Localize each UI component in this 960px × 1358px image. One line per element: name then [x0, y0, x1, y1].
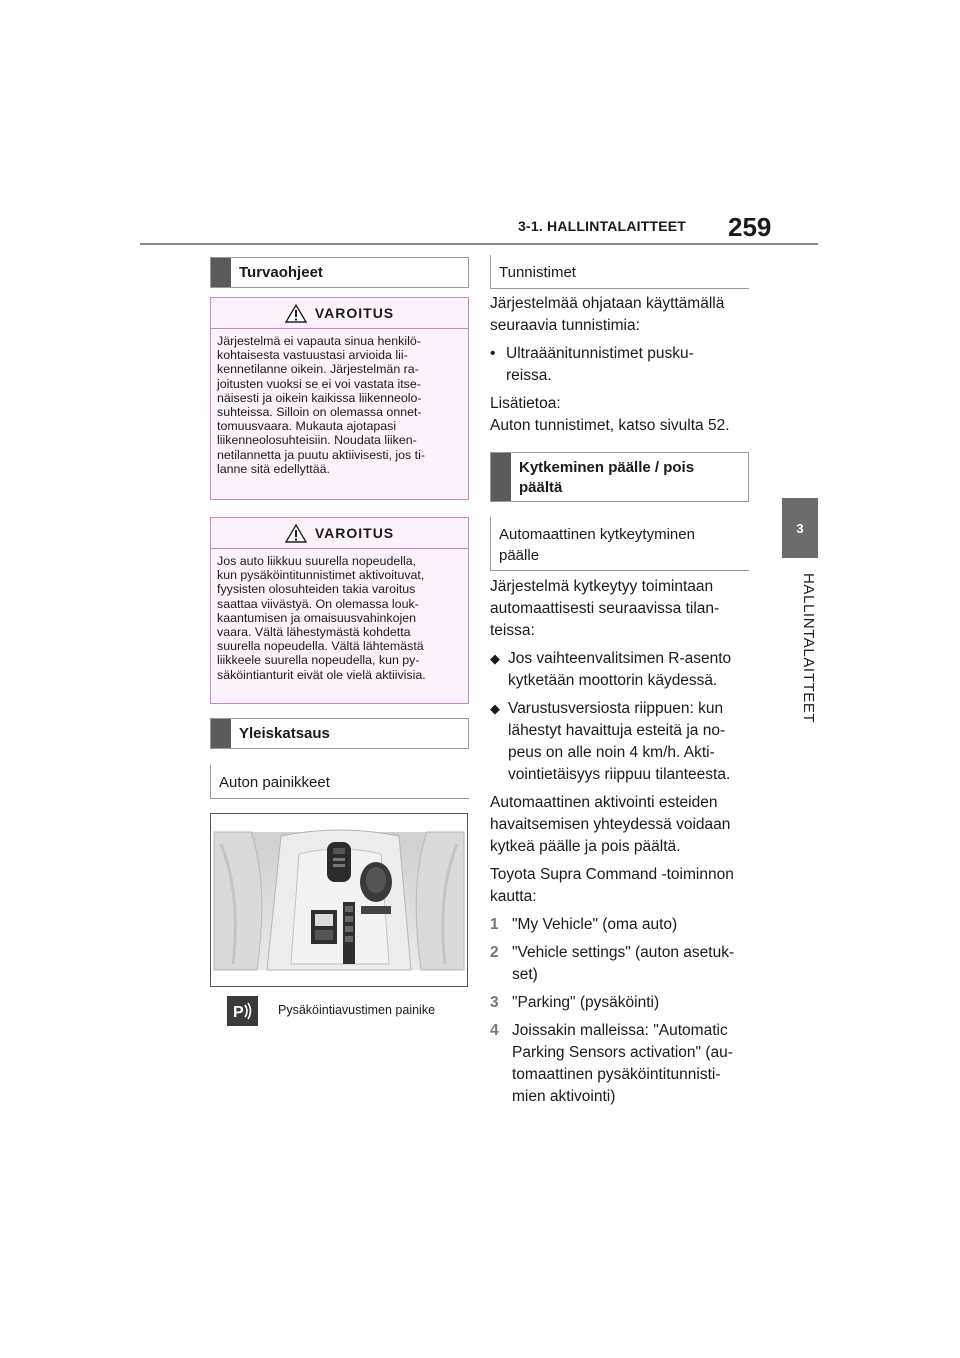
console-drawing: [211, 814, 467, 986]
text-line: päältä: [519, 479, 563, 496]
list-item-text: [508, 648, 731, 692]
warning-line: näisesti ja oikein kaikissa liikenneolo-: [217, 390, 422, 405]
step-text: [512, 992, 659, 1014]
step-number: 2: [490, 944, 499, 961]
text-line: set): [512, 966, 538, 983]
bullet-diamond-icon: ◆: [490, 651, 500, 666]
text-line: Varustusversiosta riippuen: kun: [508, 700, 724, 717]
text-line: Lisätietoa:: [490, 395, 561, 412]
warning-line: fyysisten olosuhteiden takia varoitus: [217, 582, 416, 597]
text-line: Kytkeminen päälle / pois: [519, 459, 695, 476]
step-item: [490, 992, 762, 1014]
text-line: automaattisesti seuraavissa tilan-: [490, 600, 720, 617]
text-line: "My Vehicle" (oma auto): [512, 916, 678, 933]
warning-line: lanne sitä edellyttää.: [217, 461, 330, 476]
warning-line: tomuusvaara. Mukauta ajotapasi: [217, 419, 397, 434]
text-line: kautta:: [490, 888, 537, 905]
warning-box-2: [210, 517, 469, 704]
warning-line: suhteissa. Silloin on olemassa onnet-: [217, 405, 422, 420]
paragraph: [490, 576, 762, 642]
warning-triangle-icon: [285, 524, 307, 543]
step-item: [490, 942, 762, 986]
text-line: teissa:: [490, 622, 535, 639]
bullet-marker: •: [490, 345, 496, 362]
heading-bar: [211, 719, 231, 748]
text-line: Jos vaihteenvalitsimen R-asento: [508, 650, 732, 667]
step-text: [512, 914, 677, 936]
warning-line: liikkeele suurella nopeudella, kun py-: [217, 653, 420, 668]
warning-line: Jos auto liikkuu suurella nopeudella,: [217, 554, 417, 568]
bullet-diamond-icon: ◆: [490, 701, 500, 716]
text-line: "Vehicle settings" (auton asetuk-: [512, 944, 735, 961]
chapter-tab: 3: [782, 498, 818, 558]
warning-line: joitusten vuoksi se ei voi vastata itse-: [217, 376, 421, 391]
safety-heading-text: Turvaohjeet: [239, 264, 323, 281]
list-item-text: [508, 698, 730, 786]
buttons-subheading: Auton painikkeet: [210, 765, 469, 799]
warning-line: vaara. Vältä lähestymästä kohdetta: [217, 625, 411, 640]
warning-title-text-1: VAROITUS: [314, 305, 395, 321]
warning-line: saattaa viivästyä. On olemassa louk-: [217, 596, 419, 611]
text-line: havaitsemisen yhteydessä voidaan: [490, 816, 731, 833]
onoff-heading: [490, 452, 749, 502]
text-line: Järjestelmää ohjataan käyttämällä: [490, 295, 725, 312]
overview-heading: [210, 718, 469, 749]
text-line: Joissakin malleissa: "Automatic: [512, 1022, 728, 1039]
text-line: Ultraäänitunnistimet pusku-: [506, 345, 694, 362]
step-number: 1: [490, 916, 499, 933]
auto-subheading: [490, 517, 749, 571]
warning-box-1: [210, 297, 469, 500]
step-number: 4: [490, 1022, 499, 1039]
warning-line: kaantumisen ja omaisuusvahinkojen: [217, 610, 417, 625]
text-line: Parking Sensors activation" (au-: [512, 1044, 733, 1061]
parking-button-caption: Pysäköintiavustimen painike: [278, 1003, 436, 1017]
warning-line: Järjestelmä ei vapauta sinua henkilö-: [217, 334, 421, 348]
warning-line: kohtaisesta vastuustasi arvioida lii-: [217, 348, 408, 363]
warning-line: säköintianturit eivät ole vielä aktiivisia.: [217, 667, 426, 682]
text-line: Automaattinen kytkeytyminen: [499, 526, 695, 543]
header-rule: [140, 243, 818, 245]
text-line: kytkeä päälle ja pois päältä.: [490, 838, 681, 855]
list-item: [490, 698, 762, 786]
console-illustration: [210, 813, 468, 987]
warning-line: netilannetta ja puutu aktiivisesti, jos ti-: [217, 447, 425, 462]
warning-triangle-icon: [285, 304, 307, 323]
text-line: "Parking" (pysäköinti): [512, 994, 660, 1011]
text-line: reissa.: [506, 367, 552, 384]
section-title: 3-1. HALLINTALAITTEET: [518, 218, 687, 234]
text-line: seuraavia tunnistimia:: [490, 317, 640, 334]
sensors-text: [490, 293, 760, 443]
text-line: Järjestelmä kytkeytyy toimintaan: [490, 578, 714, 595]
paragraph: [490, 293, 760, 337]
warning-title-1: [211, 298, 468, 329]
step-item: [490, 914, 762, 936]
warning-body-2: [211, 549, 468, 687]
chapter-tab-label: HALLINTALAITTEET: [800, 572, 817, 724]
warning-title-text-2: VAROITUS: [314, 525, 395, 541]
list-item-text: [506, 343, 694, 387]
paragraph: [490, 864, 762, 908]
text-line: tomaattinen pysäköintitunnisti-: [512, 1066, 721, 1083]
text-line: Automaattinen aktivointi esteiden: [490, 794, 718, 811]
overview-heading-text: Yleiskatsaus: [239, 725, 330, 742]
text-line: peus on alle noin 4 km/h. Akti-: [508, 744, 715, 761]
paragraph: [490, 792, 762, 858]
step-text: [512, 942, 734, 986]
warning-line: liikenneolosuhteisiin. Noudata liiken-: [217, 433, 417, 448]
text-line: päälle: [499, 547, 540, 564]
paragraph: [490, 393, 760, 437]
step-number: 3: [490, 994, 499, 1011]
step-item: [490, 1020, 762, 1108]
sensors-subheading: Tunnistimet: [490, 255, 749, 289]
warning-title-2: [211, 518, 468, 549]
onoff-heading-text: [511, 453, 702, 501]
parking-sensor-glyph: [231, 1000, 255, 1022]
text-line: mien aktivointi): [512, 1088, 616, 1105]
auto-text: [490, 576, 762, 1114]
svg-text:P: P: [232, 1004, 244, 1021]
parking-sensor-icon: [227, 996, 258, 1026]
text-line: lähestyt havaittuja esteitä ja no-: [508, 722, 726, 739]
page-number: 259: [728, 212, 772, 242]
step-text: [512, 1020, 733, 1108]
warning-body-1: [211, 329, 468, 481]
safety-heading: [210, 257, 469, 288]
heading-bar: [211, 258, 231, 287]
list-item: [490, 343, 760, 387]
text-line: Auton tunnistimet, katso sivulta 52.: [490, 417, 730, 434]
heading-bar: [491, 453, 511, 501]
text-line: Toyota Supra Command -toiminnon: [490, 866, 734, 883]
warning-line: kennetilanne oikein. Järjestelmän ra-: [217, 362, 419, 377]
list-item: [490, 648, 762, 692]
warning-line: suurella nopeudella. Vältä lähtemästä: [217, 639, 424, 654]
text-line: vointietäisyys riippuu tilanteesta.: [508, 766, 731, 783]
text-line: kytketään moottorin käydessä.: [508, 672, 718, 689]
warning-line: kun pysäköintitunnistimet aktivoituvat,: [217, 568, 425, 583]
